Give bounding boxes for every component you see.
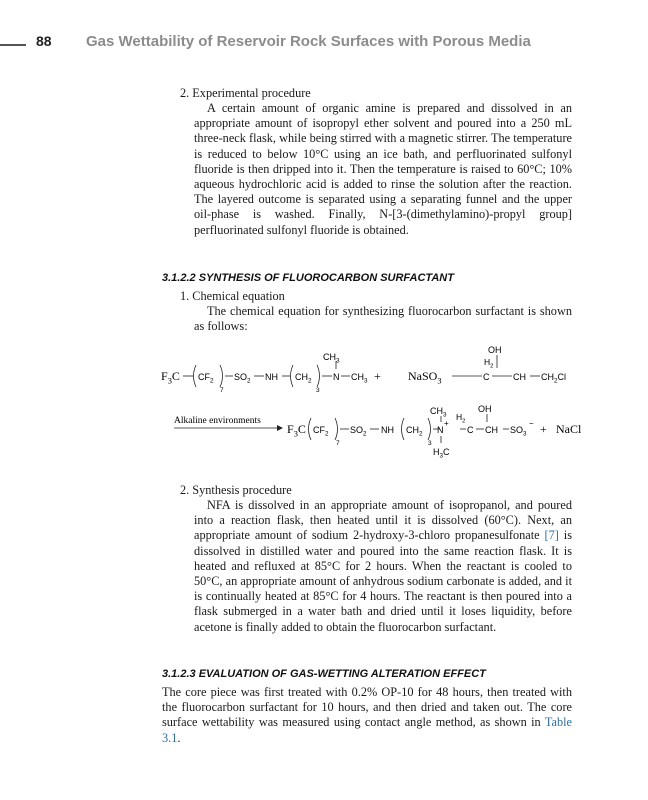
svg-text:NH (265, 372, 278, 382)
svg-text:3 (428, 440, 432, 447)
svg-text:+ (540, 422, 547, 436)
p-ch3-top: $CH_3$ (430, 406, 447, 419)
p-n-plus: + (444, 419, 449, 428)
r1-sub3: 3 (316, 387, 320, 394)
svg-text:F3​C (161, 369, 180, 386)
r1-ch3-top: $CH_3$ (323, 352, 340, 365)
section-heading-3123: 3.1.2.3 EVALUATION OF GAS-WETTING ALTERATION EFFECT (162, 668, 486, 680)
reaction-scheme (0, 340, 648, 485)
svg-text:CF2​ (198, 372, 214, 385)
svg-text:H2​ (456, 412, 465, 425)
synthesis-text-a: NFA is dissolved in an appropriate amount of isopropanol, and poured into a reaction flask, then heated until it is dissolved (60°C). Next, an appropriate amount of sodium 2-hydroxy-3-chloro propanesulfonate (194, 498, 572, 543)
p-c: C (467, 425, 474, 435)
svg-text:+ (444, 419, 449, 428)
svg-text:SO2​ (350, 425, 367, 438)
svg-text:7 (220, 387, 224, 394)
plus-2: + (540, 422, 547, 436)
svg-text:CF2​ (313, 425, 329, 438)
p-so3: $SO_3$ (510, 425, 527, 438)
p-so2: $SO_2$ (350, 425, 367, 438)
synthesis-procedure-label: 2. Synthesis procedure (180, 483, 292, 497)
r2-naso3: NaSO$_3$ (408, 369, 442, 386)
svg-text:CH3​ (323, 352, 340, 365)
p-ch2: $CH_2$ (406, 425, 423, 438)
reaction-condition: Alkaline environments (174, 416, 261, 426)
exp-procedure-label: 2. Experimental procedure (180, 86, 311, 100)
page-number: 88 (36, 33, 52, 49)
table-ref-link[interactable]: Table 3.1 (162, 715, 572, 745)
r2-ch: CH (513, 372, 526, 382)
svg-text:CH3​ (351, 372, 368, 385)
svg-text:OH (488, 345, 502, 355)
svg-text:− (529, 419, 534, 428)
svg-text:CH (513, 372, 526, 382)
svg-text:CH (485, 425, 498, 435)
svg-text:CH3​ (430, 406, 447, 419)
r2-h2: $H_2$ (484, 357, 494, 370)
running-title: Gas Wettability of Reservoir Rock Surfaces with Porous Media (86, 33, 531, 50)
synthesis-procedure-text (194, 498, 572, 635)
svg-text:OH (478, 404, 492, 414)
section-heading-3122: 3.1.2.2 SYNTHESIS OF FLUOROCARBON SURFACTANT (162, 272, 454, 284)
r1-sub7: 7 (220, 387, 224, 394)
p-ch: CH (485, 425, 498, 435)
svg-text:7 (336, 440, 340, 447)
chem-eq-label: 1. Chemical equation (180, 289, 285, 303)
p-f3c: $F_3C$ (287, 422, 306, 439)
exp-procedure-body (194, 101, 572, 238)
section-3123-body (162, 685, 572, 746)
r2-ch2cl: $CH_2Cl$ (541, 372, 567, 385)
p-cf2: $CF_2$ (313, 425, 329, 438)
citation-link[interactable]: [7] (544, 528, 559, 543)
svg-text:NaCl (556, 422, 582, 436)
r1-nh: NH (265, 372, 278, 382)
r1-ch3-right: $CH_3$ (351, 372, 368, 385)
svg-text:CH2​Cl (541, 372, 566, 385)
p-oh: OH (478, 404, 492, 414)
svg-text:H3​C (433, 447, 450, 460)
r1-so2: $SO_2$ (234, 372, 251, 385)
svg-text:Alkaline environments (174, 416, 261, 426)
synthesis-procedure-body (194, 498, 572, 635)
synthesis-text-b: is dissolved in distilled water and poured into the same reaction flask. It is heated and refluxed at 85°C for 2 hours. When the reactant is cooled to 50°C, an appropriate amount of anhydrous sodium carbonate is added, and it is continually heated at 85°C for 4 hours. The reactant is then poured into a flask submerged in a water bath and dried until it loses liquidity, before acetone is finally added to obtain the fluorocarbon surfactant. (194, 528, 572, 634)
section-3123-text (162, 685, 572, 746)
p-nacl: NaCl (556, 422, 582, 436)
svg-text:C (483, 372, 490, 382)
r2-oh: OH (488, 345, 502, 355)
svg-text:CH2​ (295, 372, 312, 385)
r1-cf2: $CF_2$ (198, 372, 214, 385)
svg-text:C (467, 425, 474, 435)
plus-1: + (374, 369, 381, 383)
svg-text:SO2​ (234, 372, 251, 385)
chem-eq-body (194, 304, 572, 334)
svg-text:H2​ (484, 357, 493, 370)
section-3123-text-a: The core piece was first treated with 0.2% OP-10 for 48 hours, then treated with the fluorocarbon surfactant for 10 hours, and then dried and taken out. The core surface wettability was measured using contact angle method, as shown in (162, 685, 572, 730)
section-3123-text-b: . (177, 730, 181, 745)
svg-text:N (437, 425, 444, 435)
r2-c: C (483, 372, 490, 382)
p-h3c: $H_3C$ (433, 447, 450, 460)
svg-text:N (333, 372, 340, 382)
p-n: N (437, 425, 444, 435)
r1-n: N (333, 372, 340, 382)
chem-eq-text: The chemical equation for synthesizing fluorocarbon surfactant is shown as follows: (194, 304, 572, 334)
p-nh: NH (381, 425, 394, 435)
svg-text:F3​C (287, 422, 306, 439)
p-sub7: 7 (336, 440, 340, 447)
svg-text:3 (316, 387, 320, 394)
p-sub3: 3 (428, 440, 432, 447)
svg-text:NH (381, 425, 394, 435)
svg-text:SO3​ (510, 425, 527, 438)
svg-text:NaSO3​ (408, 369, 442, 386)
p-h2: $H_2$ (456, 412, 466, 425)
svg-text:CH2​ (406, 425, 423, 438)
header-rule (0, 44, 26, 46)
p-so3-minus: − (529, 419, 534, 428)
r1-ch2: $CH_2$ (295, 372, 312, 385)
svg-text:+ (374, 369, 381, 383)
r1-f3c: $F_3C$ (161, 369, 180, 386)
exp-procedure-text: A certain amount of organic amine is prepared and dissolved in an appropriate amount of isopropyl ether solvent and poured into a 250 mL three-neck flask, while being stirred with a magnetic stirrer. The temperature is reduced to below 10°C using an ice bath, and perfluorinated sulfonyl fluoride is then dripped into it. Then the temperature is raised to 60°C; 10% aqueous hydrochloric acid is added to rinse the solution after the reaction. The layered outcome is separated using a separating funnel and the upper oil-phase is washed. Finally, N-[3-(dimethylamino)-propyl group] perfluorinated sulfonyl fluoride is obtained. (194, 101, 572, 237)
